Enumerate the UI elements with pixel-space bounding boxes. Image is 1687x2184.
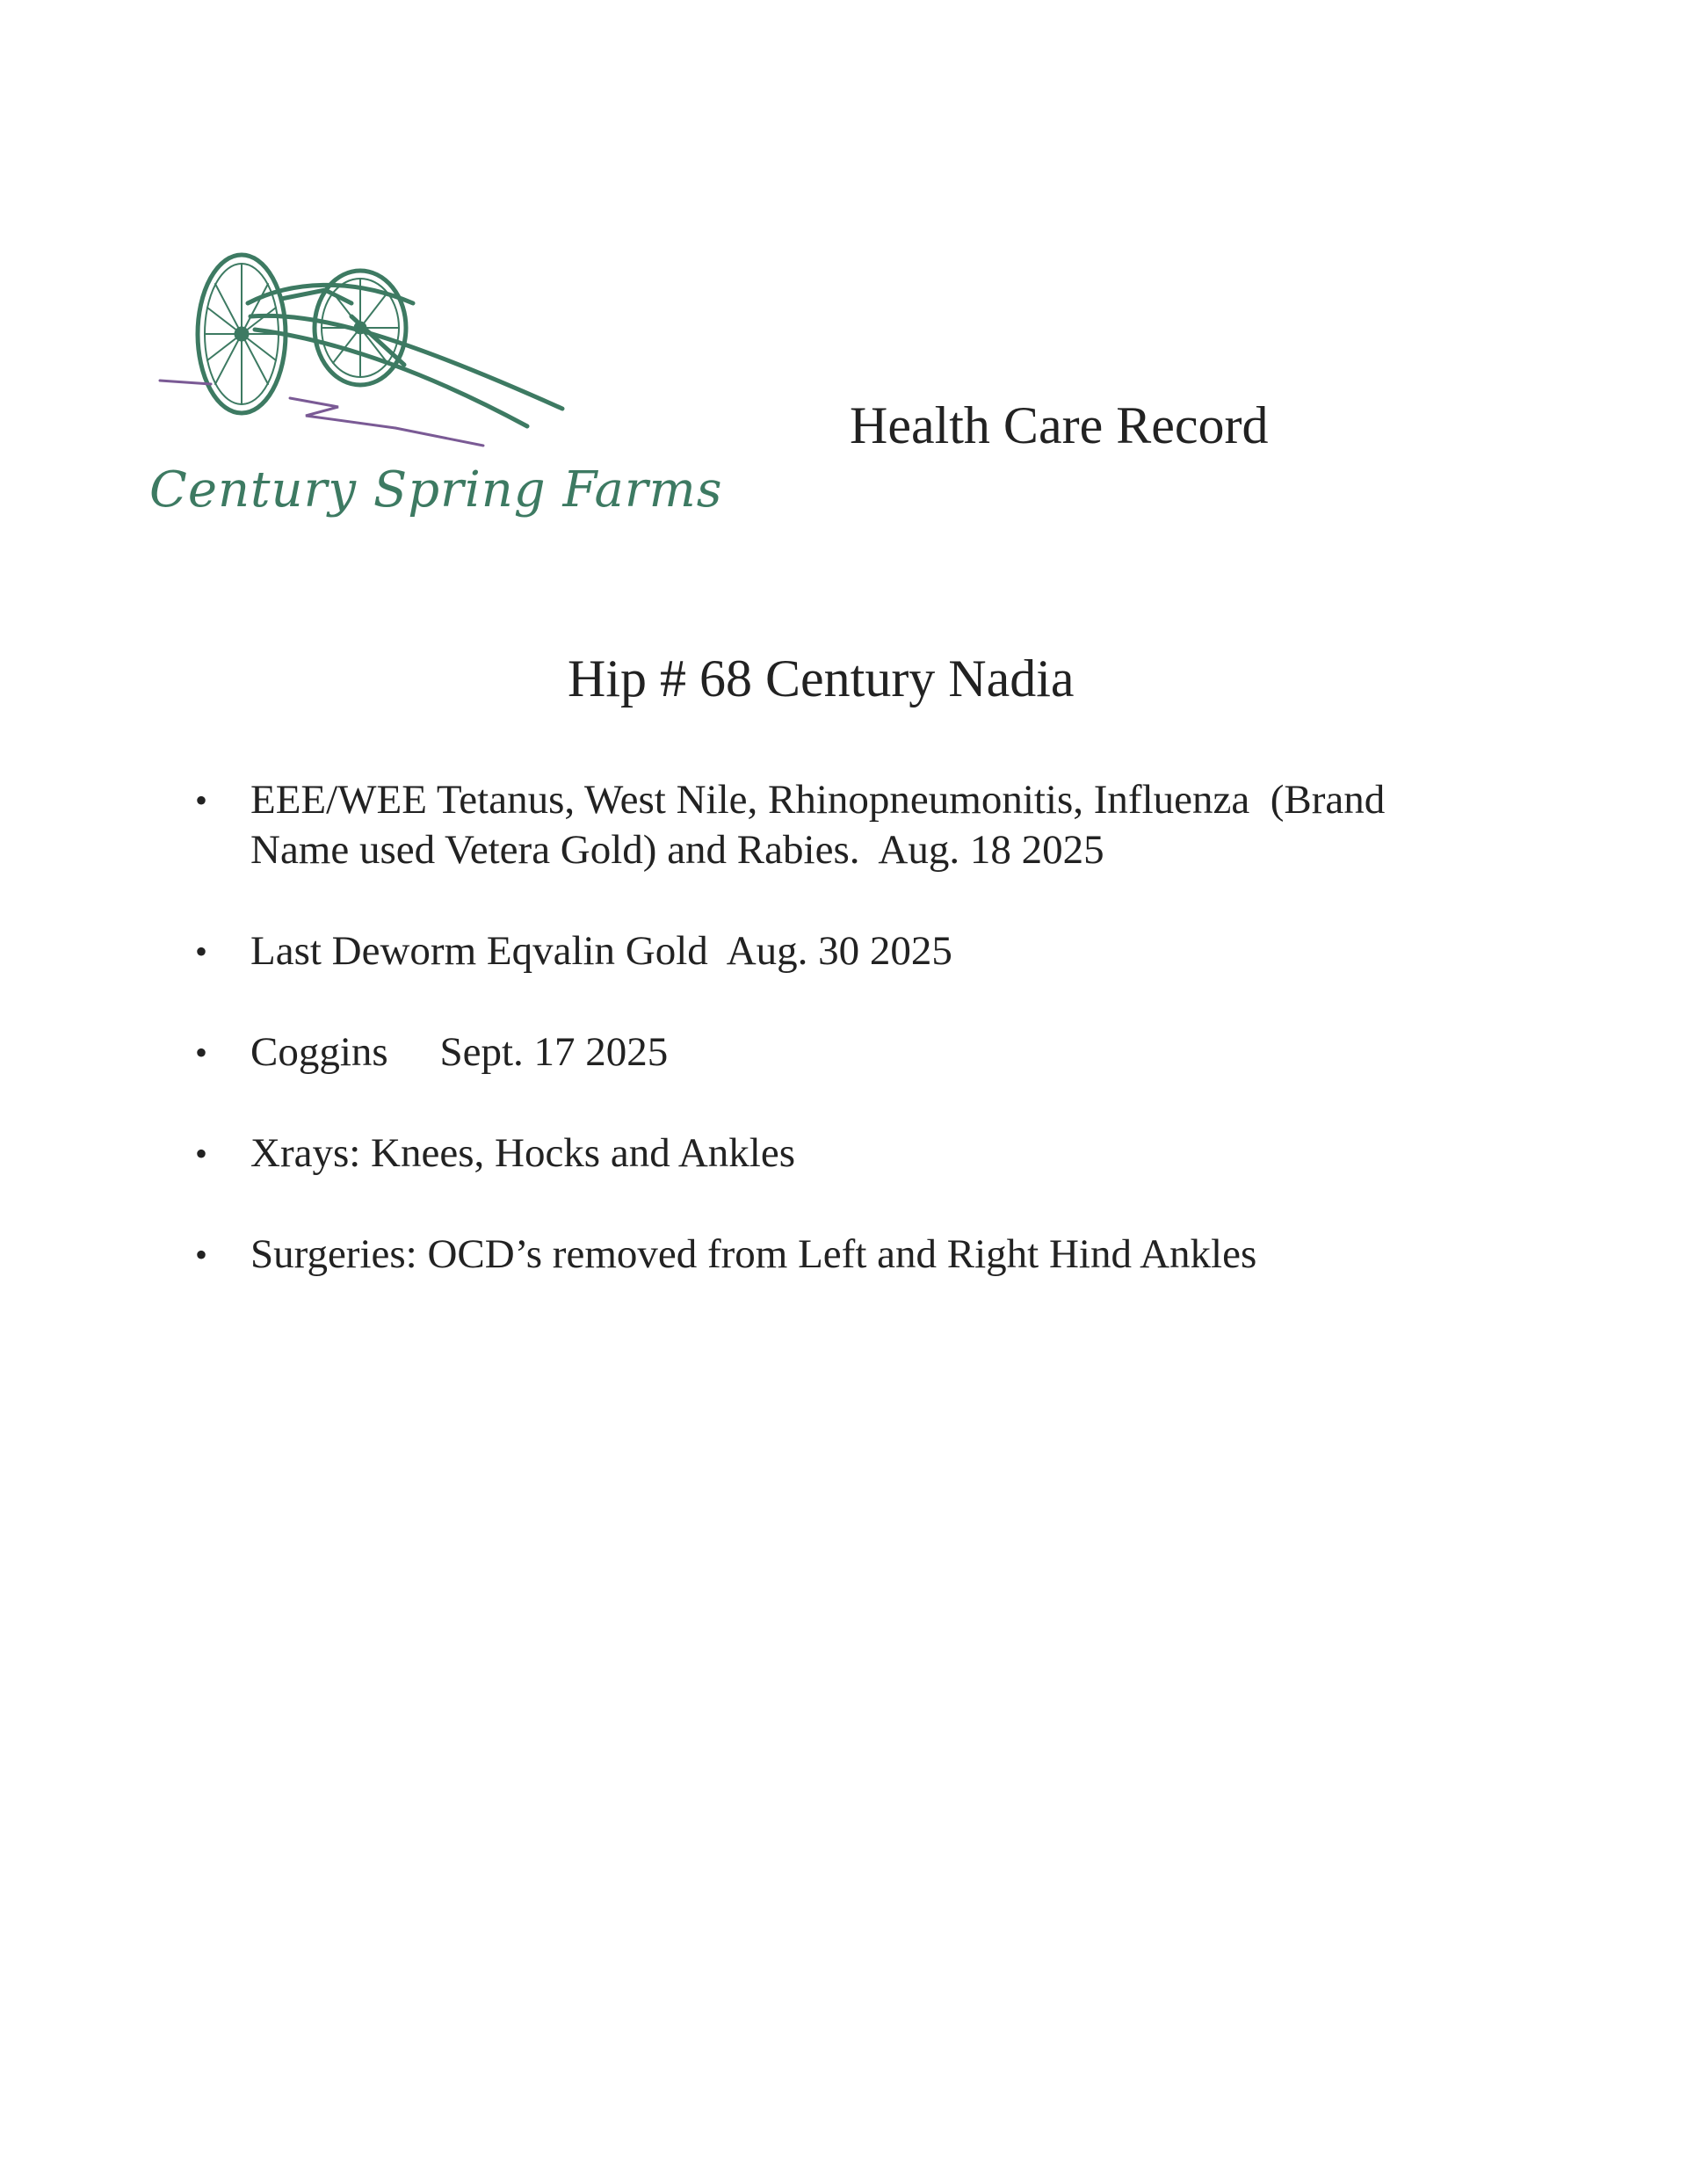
health-record-list bbox=[195, 775, 1513, 1331]
bullet-icon: • bbox=[195, 1134, 208, 1173]
horse-heading: Hip # 68 Century Nadia bbox=[568, 649, 1075, 707]
bullet-icon: • bbox=[195, 780, 208, 820]
farm-logo bbox=[149, 250, 723, 541]
list-item bbox=[195, 1128, 1513, 1179]
record-text: Surgeries: OCD’s removed from Left and Right Hind Ankles bbox=[250, 1231, 1257, 1277]
bullet-icon: • bbox=[195, 1235, 208, 1274]
bullet-icon: • bbox=[195, 1033, 208, 1072]
list-item bbox=[195, 1027, 1513, 1077]
bullet-icon: • bbox=[195, 932, 208, 971]
record-text: Xrays: Knees, Hocks and Ankles bbox=[250, 1130, 796, 1176]
list-item bbox=[195, 1230, 1513, 1280]
list-item bbox=[195, 926, 1513, 976]
record-text: Coggins Sept. 17 2025 bbox=[250, 1029, 669, 1075]
list-item bbox=[195, 775, 1513, 875]
sulky-cart-icon bbox=[149, 250, 624, 461]
farm-name: Century Spring Farms bbox=[149, 461, 723, 519]
page-title: Health Care Record bbox=[850, 396, 1269, 454]
record-text: Last Deworm Eqvalin Gold Aug. 30 2025 bbox=[250, 928, 952, 974]
record-text: EEE/WEE Tetanus, West Nile, Rhinopneumonitis, Influenza (Brand Name used Vetera Gold) and Rabies. Aug. 18 2025 bbox=[250, 777, 1386, 873]
